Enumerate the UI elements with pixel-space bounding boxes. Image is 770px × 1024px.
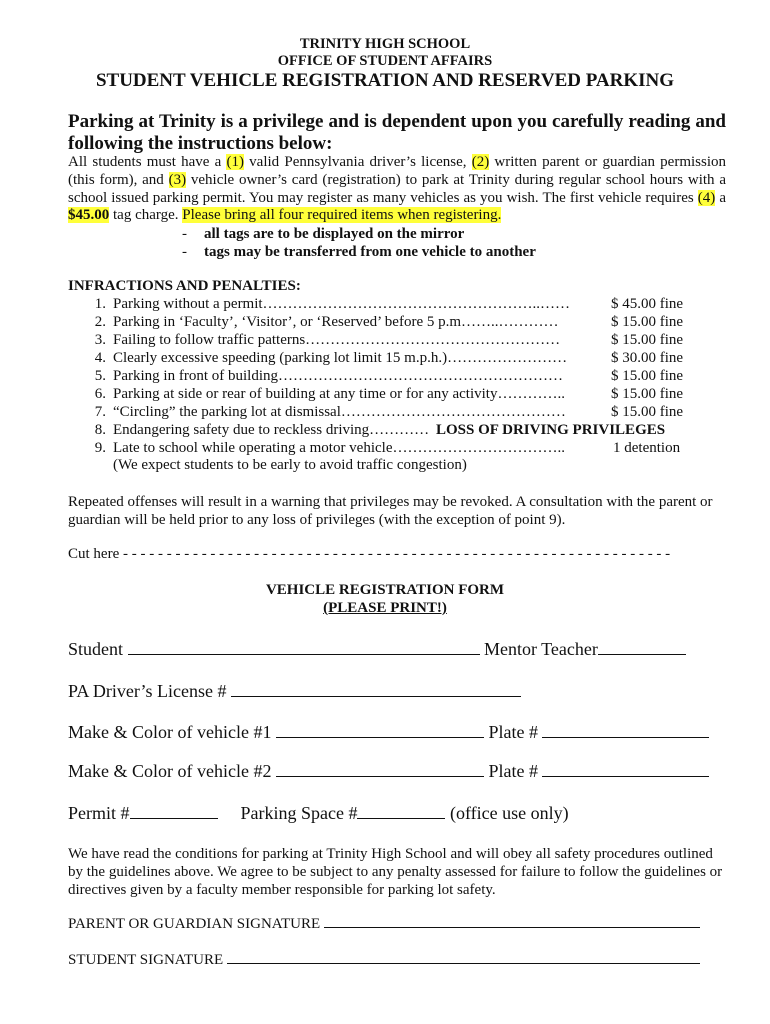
office-use-note: (office use only) — [449, 803, 569, 823]
intro-text: a — [715, 189, 726, 206]
infraction-text: Parking without a permit………………………………………………..…… — [113, 296, 571, 312]
highlight-item-2: (2) — [471, 154, 490, 170]
infraction-text: Parking in ‘Faculty’, ‘Visitor’, or ‘Reserved’ before 5 p.m……..………… — [113, 314, 559, 330]
infractions-title: INFRACTIONS AND PENALTIES: — [68, 278, 301, 294]
bullet-text: all tags are to be displayed on the mirror — [204, 226, 465, 242]
bullet-text: tags may be transferred from one vehicle to another — [204, 244, 536, 260]
intro-text: tag charge. — [109, 207, 183, 224]
infraction-row — [88, 422, 688, 440]
infraction-penalty: 1 detention — [613, 440, 681, 456]
infraction-row — [88, 440, 688, 458]
infraction-penalty: $ 45.00 fine — [611, 296, 684, 312]
vehicle-1-label: Make & Color of vehicle #1 — [68, 722, 272, 742]
plate-1-input[interactable] — [542, 722, 709, 738]
infraction-penalty: $ 15.00 fine — [611, 404, 684, 420]
intro-text: written parent or guardian permission (this form), and — [68, 154, 726, 188]
intro-paragraph — [68, 154, 726, 225]
infraction-row — [88, 404, 688, 422]
infraction-number: 8. — [94, 422, 106, 438]
infraction-text: Parking in front of building………………………………………………… — [113, 368, 563, 384]
vehicle-2-label: Make & Color of vehicle #2 — [68, 761, 272, 781]
vehicle-1-field-row — [68, 722, 709, 743]
cut-line: Cut here - - - - - - - - - - - - - - - - - - - - - - - - - - - - - - - - - - - - - - - - - - - - - - - - - - - - - - - - - - - - - - - — [68, 546, 671, 562]
intro-text: valid Pennsylvania driver’s license, — [243, 154, 472, 170]
infraction-text: Late to school while operating a motor vehicle…………………………….. — [113, 440, 565, 456]
vehicle-1-input[interactable] — [276, 722, 484, 738]
infraction-note: (We expect students to be early to avoid traffic congestion) — [113, 457, 467, 473]
infraction-penalty: LOSS OF DRIVING PRIVILEGES — [436, 422, 666, 438]
highlight-item-1: (1) — [226, 154, 244, 170]
highlight-item-4: (4) — [697, 189, 716, 206]
tag-charge: $45.00 — [68, 207, 110, 224]
agreement-text: We have read the conditions for parking at Trinity High School and will obey all safety procedures outlined by the guidelines above. We agree to be subject to any penalty assessed for failure to follow the guidelines or directives given by a faculty member responsible for parking lot safety. — [68, 846, 723, 898]
infraction-text: Failing to follow traffic patterns…………………………………………… — [113, 332, 561, 348]
plate-2-label: Plate # — [488, 761, 538, 781]
infraction-text: Parking at side or rear of building at any time or for any activity………….. — [113, 386, 565, 402]
bullet-dash: - — [182, 226, 187, 242]
infraction-number: 3. — [94, 332, 106, 348]
parent-signature-label: PARENT OR GUARDIAN SIGNATURE — [68, 916, 321, 932]
intro-text: All students must have a — [68, 154, 227, 170]
mentor-teacher-input[interactable] — [598, 639, 686, 655]
highlight-item-3: (3) — [168, 171, 187, 188]
infraction-row — [88, 386, 688, 404]
plate-1-label: Plate # — [488, 722, 538, 742]
mentor-label: Mentor Teacher — [484, 639, 598, 659]
infraction-row — [88, 314, 688, 332]
parking-space-label: Parking Space # — [240, 803, 358, 823]
student-label: Student — [68, 639, 124, 659]
license-number-input[interactable] — [231, 681, 521, 697]
form-subtitle — [0, 600, 770, 617]
form-subtitle-text: (PLEASE PRINT!) — [323, 600, 447, 616]
license-label: PA Driver’s License # — [68, 681, 227, 701]
infraction-text: “Circling” the parking lot at dismissal……………………………………… — [113, 404, 566, 420]
infraction-text: Endangering safety due to reckless driving………… — [113, 422, 430, 438]
vehicle-2-field-row — [68, 761, 709, 782]
license-field-row — [68, 681, 521, 702]
infraction-text: Clearly excessive speeding (parking lot limit 15 m.p.h.)…………………… — [113, 350, 568, 366]
student-name-input[interactable] — [128, 639, 480, 655]
bullet-item — [182, 244, 536, 261]
bullet-dash: - — [182, 244, 187, 260]
bullet-item — [182, 226, 464, 243]
vehicle-2-input[interactable] — [276, 761, 484, 777]
infraction-penalty: $ 15.00 fine — [611, 386, 684, 402]
permit-number-input[interactable] — [130, 803, 218, 819]
intro-lead: Parking at Trinity is a privilege and is dependent upon you carefully reading and following the instructions below: — [68, 111, 726, 154]
school-name: TRINITY HIGH SCHOOL — [299, 36, 471, 52]
bring-items-note: Please bring all four required items when registering. — [182, 207, 502, 224]
page-title: STUDENT VEHICLE REGISTRATION AND RESERVED PARKING — [95, 70, 675, 91]
infraction-row — [88, 368, 688, 386]
infraction-row — [88, 350, 688, 368]
infraction-number: 5. — [94, 368, 106, 384]
student-signature-input[interactable] — [227, 951, 700, 964]
student-signature-label: STUDENT SIGNATURE — [68, 952, 224, 968]
parent-signature-row — [68, 915, 700, 933]
infraction-penalty: $ 15.00 fine — [611, 332, 684, 348]
parking-space-input[interactable] — [357, 803, 445, 819]
permit-label: Permit # — [68, 803, 130, 823]
infraction-number: 9. — [94, 440, 106, 456]
student-field-row — [68, 639, 686, 660]
office-use-row — [68, 803, 569, 824]
office-name: OFFICE OF STUDENT AFFAIRS — [277, 53, 493, 69]
infraction-row — [88, 296, 688, 314]
infraction-number: 7. — [94, 404, 106, 420]
student-signature-row — [68, 951, 700, 969]
infraction-row — [88, 332, 688, 350]
infraction-penalty: $ 15.00 fine — [611, 314, 684, 330]
infraction-number: 4. — [94, 350, 106, 366]
intro-text: vehicle owner’s card (registration) to park at Trinity during regular school hours with a school issued parking permit. You may register as many vehicles as you wish. The first vehicle requires — [68, 171, 727, 206]
repeat-offenses-text: Repeated offenses will result in a warning that privileges may be revoked. A consultation with the parent or guardian will be held prior to any loss of privileges (with the exception of point 9). — [68, 494, 713, 528]
infraction-penalty: $ 30.00 fine — [611, 350, 684, 366]
infraction-number: 1. — [94, 296, 106, 312]
plate-2-input[interactable] — [542, 761, 709, 777]
parent-signature-input[interactable] — [324, 915, 700, 928]
form-title: VEHICLE REGISTRATION FORM — [265, 582, 505, 598]
infraction-number: 2. — [94, 314, 106, 330]
infraction-number: 6. — [94, 386, 106, 402]
infraction-penalty: $ 15.00 fine — [611, 368, 684, 384]
